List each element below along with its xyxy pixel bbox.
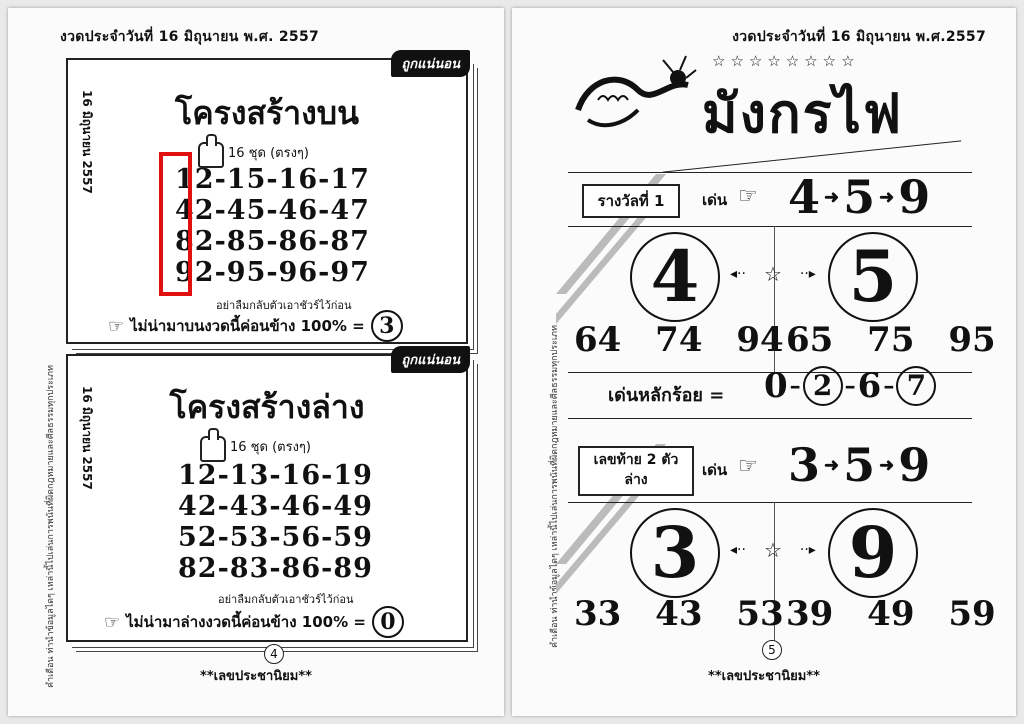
lower-structure-card (66, 354, 468, 642)
number-row: 92-95-96-97 (175, 257, 370, 288)
pointing-hand-icon: ☞ (104, 611, 121, 633)
first-prize-circle-right: 5 (828, 232, 918, 322)
upper-stat-text: ไม่น่ามาบนงวดนี้ค่อนข้าง 100% = (130, 317, 365, 335)
first-prize-pairs-left (574, 320, 784, 360)
arrow-right-icon: ➜ (824, 454, 840, 476)
upper-stat-number: 3 (371, 310, 403, 342)
number-row: 52-53-56-59 (178, 522, 373, 553)
right-page-header: งวดประจำวันที่ 16 มิถุนายน พ.ศ.2557 (732, 29, 986, 45)
left-side-note: คำเตือน ท่านำข้อมูลไดๆ เหล่านี้ไปเล่นการพนันที่ผิดกฎหมายและศีลธรรมทุกประเภท (46, 365, 56, 688)
last-two-pairs-right (786, 594, 996, 634)
lower-stat-text: ไม่น่ามาล่างงวดนี้ค่อนข้าง 100% = (126, 613, 366, 631)
upper-number-list (175, 164, 370, 288)
star-arrows (730, 262, 816, 286)
first-prize-lead-digits (788, 170, 930, 224)
pair-number: 43 (655, 594, 703, 634)
first-prize-label: รางวัลที่ 1 (582, 184, 680, 218)
lead-digit: 3 (788, 438, 821, 492)
thumbs-up-icon (200, 436, 226, 462)
pair-number: 39 (786, 594, 834, 634)
number-row: 12-15-16-17 (175, 164, 370, 195)
lower-reminder: อย่าลืมกลับตัวเอาชัวร์ไว้ก่อน (218, 593, 354, 606)
last-two-circle-right: 9 (828, 508, 918, 598)
last-two-lead-label: เด่น (702, 461, 728, 479)
arrow-right-icon: ··▸ (799, 542, 816, 558)
arrow-right-icon: ➜ (879, 186, 895, 208)
lower-badge: ถูกแน่นอน (391, 346, 470, 373)
left-page (8, 8, 504, 716)
pointing-hand-icon: ☞ (108, 315, 125, 337)
pair-number: 59 (948, 594, 996, 634)
first-prize-pairs-right (786, 320, 996, 360)
divider (568, 502, 972, 503)
number-row: 42-45-46-47 (175, 195, 370, 226)
pair-number: 94 (736, 320, 784, 360)
right-page (512, 8, 1016, 716)
dash-separator: – (789, 373, 801, 399)
upper-badge: ถูกแน่นอน (391, 50, 470, 77)
arrow-right-icon: ➜ (824, 186, 840, 208)
last-two-label-line1: เลขท้าย 2 ตัว (593, 452, 679, 468)
last-two-pairs-left (574, 594, 784, 634)
last-two-lead-digits (788, 438, 930, 492)
number-row: 12-13-16-19 (178, 460, 373, 491)
left-page-header: งวดประจำวันที่ 16 มิถุนายน พ.ศ. 2557 (60, 29, 320, 45)
dash-separator: – (844, 373, 856, 399)
last-two-label (578, 446, 694, 496)
hundreds-label: เด่นหลักร้อย = (608, 385, 725, 406)
pair-number: 75 (867, 320, 915, 360)
dash-separator: – (883, 373, 895, 399)
highlight-box (159, 152, 192, 296)
lower-title: โครงสร้างล่าง (169, 388, 365, 426)
lead-digit: 5 (843, 170, 876, 224)
pair-number: 49 (867, 594, 915, 634)
lower-stat (104, 606, 404, 638)
arrow-left-icon: ◂·· (730, 542, 746, 558)
upper-stat (108, 310, 403, 342)
pair-number: 95 (948, 320, 996, 360)
right-footer: **เลขประชานิยม** (708, 669, 820, 684)
upper-side-date: 16 มิถุนายน 2557 (80, 90, 94, 194)
star-icon: ☆ (763, 262, 782, 286)
star-rating-icon: ☆☆☆☆☆☆☆☆ (712, 52, 860, 70)
left-page-number: 4 (264, 644, 284, 664)
lower-side-date: 16 มิถุนายน 2557 (80, 386, 94, 490)
last-two-label-line2: ล่าง (624, 472, 648, 488)
number-row: 82-83-86-89 (178, 553, 373, 584)
pair-number: 33 (574, 594, 622, 634)
lead-digit: 4 (788, 170, 821, 224)
number-row: 82-85-86-87 (175, 226, 370, 257)
hundreds-digit: 2 (803, 366, 843, 406)
divider (568, 418, 972, 419)
dragon-icon (568, 50, 698, 140)
pair-number: 64 (574, 320, 622, 360)
star-arrows (730, 538, 816, 562)
hundreds-digit: 7 (896, 366, 936, 406)
pair-number: 65 (786, 320, 834, 360)
lower-number-list (178, 460, 373, 584)
left-footer: **เลขประชานิยม** (200, 669, 312, 684)
first-prize-lead-label: เด่น (702, 191, 728, 209)
lead-digit: 9 (898, 438, 931, 492)
right-side-note: คำเตือน ท่านำข้อมูลไดๆ เหล่านี้ไปเล่นการพนันที่ผิดกฎหมายและศีลธรรมทุกประเภท (550, 325, 560, 648)
right-page-number: 5 (762, 640, 782, 660)
arrow-right-icon: ➜ (879, 454, 895, 476)
pair-number: 53 (736, 594, 784, 634)
upper-sets: 16 ชุด (ตรงๆ) (228, 146, 309, 161)
upper-structure-card (66, 58, 468, 344)
upper-reminder: อย่าลืมกลับตัวเอาชัวร์ไว้ก่อน (216, 299, 352, 312)
hundreds-digits (764, 366, 936, 406)
hundreds-digit: 0 (764, 366, 788, 406)
number-row: 42-43-46-49 (178, 491, 373, 522)
lower-stat-number: 0 (372, 606, 404, 638)
divider (568, 226, 972, 227)
right-page-title: มังกรไฟ (702, 81, 904, 145)
lead-digit: 9 (898, 170, 931, 224)
arrow-left-icon: ◂·· (730, 266, 746, 282)
pair-number: 74 (655, 320, 703, 360)
upper-title: โครงสร้างบน (175, 94, 359, 132)
pointing-hand-icon: ☞ (738, 454, 758, 479)
lower-sets: 16 ชุด (ตรงๆ) (230, 440, 311, 455)
hundreds-digit: 6 (857, 366, 882, 406)
last-two-circle-left: 3 (630, 508, 720, 598)
pointing-hand-icon: ☞ (738, 184, 758, 209)
star-icon: ☆ (763, 538, 782, 562)
lead-digit: 5 (843, 438, 876, 492)
first-prize-circle-left: 4 (630, 232, 720, 322)
arrow-right-icon: ··▸ (799, 266, 816, 282)
